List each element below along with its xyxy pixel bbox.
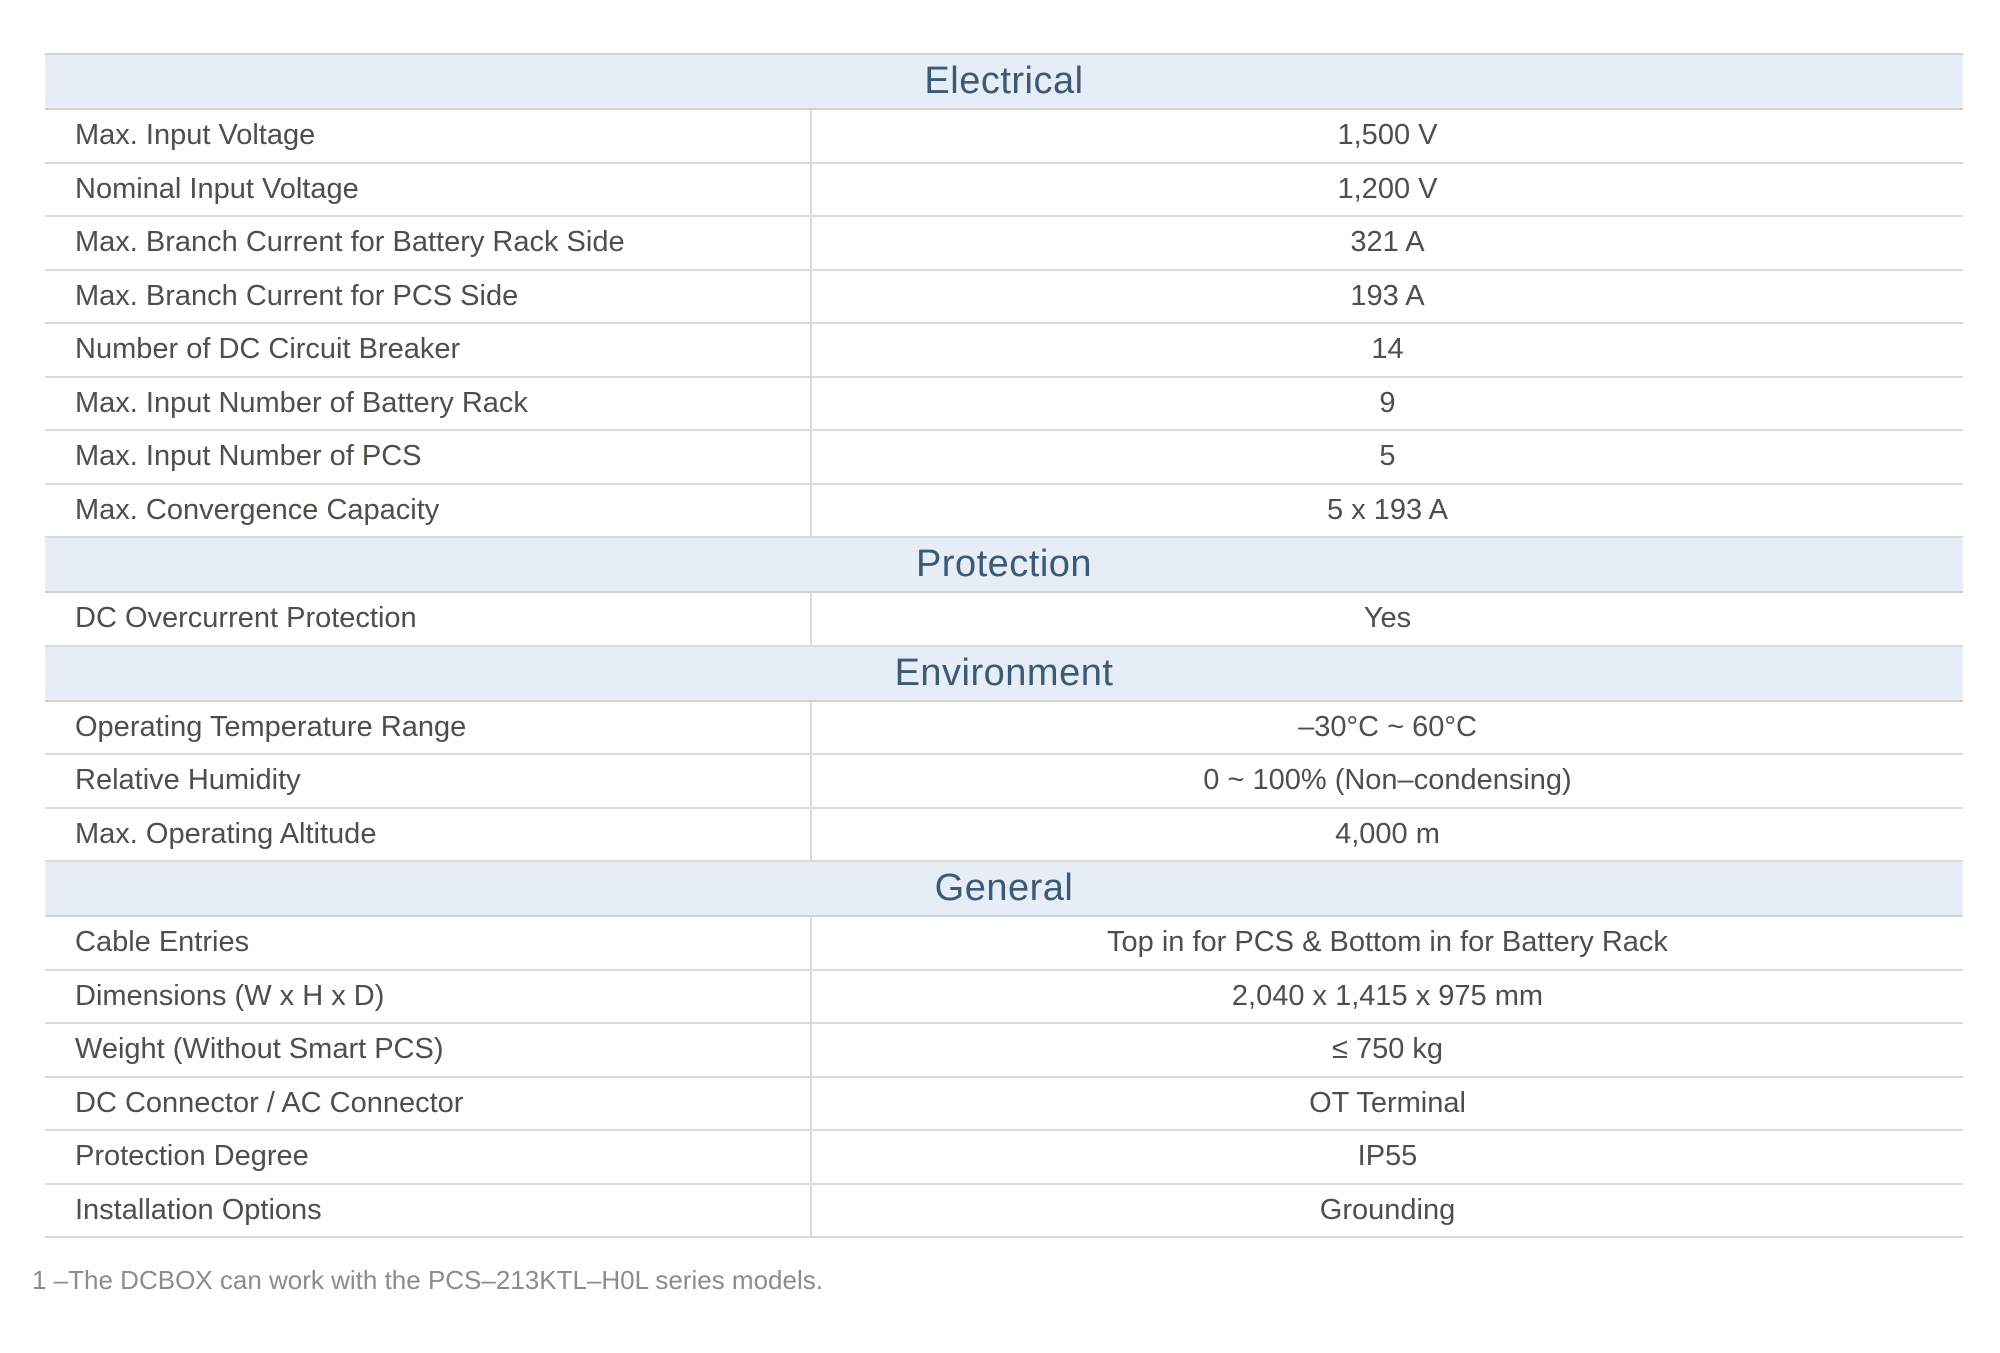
- row-value: Grounding: [1319, 1193, 1456, 1226]
- row-value: 321 A: [1350, 226, 1425, 259]
- row-label: Max. Input Voltage: [45, 110, 812, 162]
- row-label: Max. Branch Current for Battery Rack Side: [45, 217, 812, 269]
- table-row: [45, 110, 1963, 164]
- row-label: Dimensions (W x H x D): [45, 971, 812, 1023]
- section-header-protection: [45, 538, 1963, 593]
- row-value: 4,000 m: [1335, 817, 1440, 850]
- row-value: 1,500 V: [1337, 119, 1438, 152]
- table-row: [45, 1078, 1963, 1132]
- table-row: [45, 431, 1963, 485]
- row-label: Cable Entries: [45, 917, 812, 969]
- row-value: 5 x 193 A: [1327, 493, 1448, 526]
- row-value: 5: [1379, 440, 1396, 473]
- row-label: Max. Input Number of PCS: [45, 431, 812, 483]
- row-value: ≤ 750 kg: [1331, 1033, 1444, 1066]
- row-value: 0 ~ 100% (Non–condensing): [1203, 764, 1572, 797]
- row-label: Weight (Without Smart PCS): [45, 1024, 812, 1076]
- table-row: [45, 809, 1963, 863]
- row-value: Top in for PCS & Bottom in for Battery Rack: [1107, 926, 1668, 959]
- row-value: 193 A: [1350, 279, 1425, 312]
- table-row: [45, 1131, 1963, 1185]
- table-row: [45, 485, 1963, 539]
- row-label: DC Connector / AC Connector: [45, 1078, 812, 1130]
- table-row: [45, 593, 1963, 647]
- table-row: [45, 755, 1963, 809]
- row-value: IP55: [1357, 1140, 1418, 1173]
- row-value: OT Terminal: [1309, 1086, 1466, 1119]
- row-label: Max. Input Number of Battery Rack: [45, 378, 812, 430]
- table-row: [45, 164, 1963, 218]
- table-row: [45, 324, 1963, 378]
- row-label: Max. Branch Current for PCS Side: [45, 271, 812, 323]
- row-label: Max. Convergence Capacity: [45, 485, 812, 537]
- row-label: Operating Temperature Range: [45, 702, 812, 754]
- section-header-environment: [45, 647, 1963, 702]
- row-label: Max. Operating Altitude: [45, 809, 812, 861]
- section-title: Electrical: [924, 60, 1084, 102]
- table-row: [45, 217, 1963, 271]
- row-value: 2,040 x 1,415 x 975 mm: [1231, 979, 1544, 1012]
- row-label: Installation Options: [45, 1185, 812, 1237]
- table-row: [45, 702, 1963, 756]
- section-title: Protection: [915, 543, 1093, 585]
- section-header-general: [45, 862, 1963, 917]
- row-value: 14: [1371, 333, 1404, 366]
- section-title: General: [934, 867, 1074, 909]
- spec-table: [45, 53, 1963, 1238]
- row-label: Number of DC Circuit Breaker: [45, 324, 812, 376]
- table-row: [45, 1024, 1963, 1078]
- row-label: Nominal Input Voltage: [45, 164, 812, 216]
- row-value: –30°C ~ 60°C: [1298, 710, 1477, 743]
- row-label: Protection Degree: [45, 1131, 812, 1183]
- row-label: DC Overcurrent Protection: [45, 593, 812, 645]
- table-row: [45, 917, 1963, 971]
- section-title: Environment: [894, 651, 1114, 694]
- table-row: [45, 1185, 1963, 1239]
- row-value: 9: [1379, 386, 1396, 419]
- table-row: [45, 378, 1963, 432]
- row-label: Relative Humidity: [45, 755, 812, 807]
- row-value: Yes: [1363, 602, 1412, 635]
- table-row: [45, 971, 1963, 1025]
- section-header-electrical: [45, 55, 1963, 110]
- footnote: 1 –The DCBOX can work with the PCS–213KTL–H0L series models.: [32, 1265, 823, 1295]
- table-row: [45, 271, 1963, 325]
- row-value: 1,200 V: [1337, 172, 1438, 205]
